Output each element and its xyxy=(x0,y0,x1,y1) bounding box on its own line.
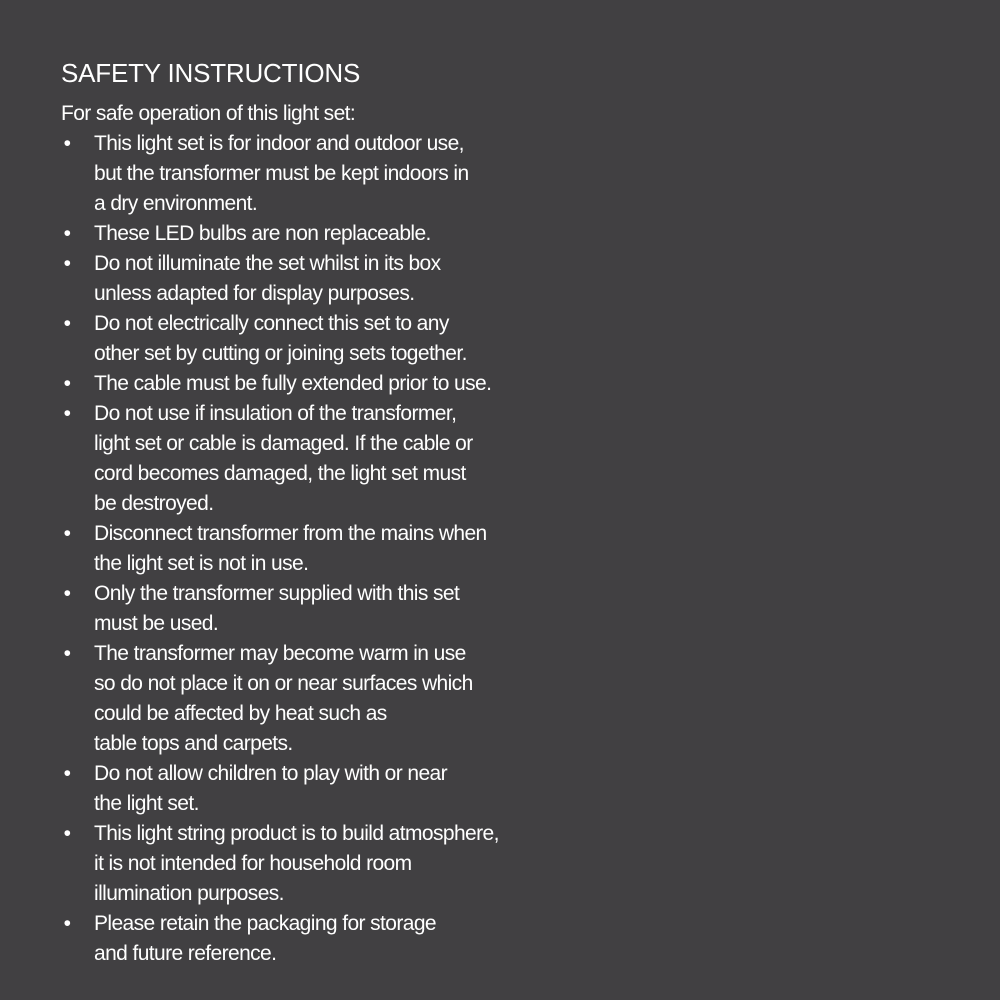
instruction-line: light set or cable is damaged. If the cable or xyxy=(94,432,473,455)
instruction-line: the light set is not in use. xyxy=(94,552,309,575)
instruction-line: Do not use if insulation of the transformer, xyxy=(94,402,457,425)
instruction-line: unless adapted for display purposes. xyxy=(94,282,415,305)
instruction-line: Do not illuminate the set whilst in its box xyxy=(94,252,441,275)
instruction-line: The cable must be fully extended prior to use. xyxy=(94,372,492,395)
list-item xyxy=(61,219,499,249)
instruction-line: This light set is for indoor and outdoor use, xyxy=(94,132,464,155)
bullet-icon: • xyxy=(63,762,71,785)
instruction-line: a dry environment. xyxy=(94,192,258,215)
bullet-icon: • xyxy=(63,132,71,155)
instruction-line: be destroyed. xyxy=(94,492,214,515)
list-item xyxy=(61,819,499,909)
instruction-line: and future reference. xyxy=(94,942,277,965)
list-item xyxy=(61,369,499,399)
list-item xyxy=(61,129,499,219)
instruction-line: Disconnect transformer from the mains when xyxy=(94,522,487,545)
instruction-line: These LED bulbs are non replaceable. xyxy=(94,222,431,245)
bullet-icon: • xyxy=(63,582,71,605)
instruction-line: This light string product is to build atmosphere, xyxy=(94,822,499,845)
bullet-icon: • xyxy=(63,402,71,425)
instruction-line: illumination purposes. xyxy=(94,882,284,905)
list-item xyxy=(61,579,499,639)
instruction-line: so do not place it on or near surfaces which xyxy=(94,672,473,695)
instruction-line: Please retain the packaging for storage xyxy=(94,912,436,935)
instruction-line: must be used. xyxy=(94,612,219,635)
intro-text: For safe operation of this light set: xyxy=(61,102,356,125)
instruction-line: it is not intended for household room xyxy=(94,852,412,875)
instruction-line: cord becomes damaged, the light set must xyxy=(94,462,466,485)
bullet-icon: • xyxy=(63,222,71,245)
list-item xyxy=(61,639,499,759)
instruction-line: Do not allow children to play with or near xyxy=(94,762,447,785)
instruction-line: Do not electrically connect this set to any xyxy=(94,312,449,335)
instruction-line: but the transformer must be kept indoors in xyxy=(94,162,469,185)
bullet-icon: • xyxy=(63,522,71,545)
bullet-icon: • xyxy=(63,642,71,665)
page-title: SAFETY INSTRUCTIONS xyxy=(61,58,361,88)
instruction-line: Only the transformer supplied with this set xyxy=(94,582,460,605)
instruction-line: could be affected by heat such as xyxy=(94,702,387,725)
list-item xyxy=(61,909,499,969)
bullet-icon: • xyxy=(63,252,71,275)
bullet-icon: • xyxy=(63,912,71,935)
instruction-line: other set by cutting or joining sets together. xyxy=(94,342,467,365)
instruction-line: table tops and carpets. xyxy=(94,732,293,755)
bullet-icon: • xyxy=(63,312,71,335)
bullet-icon: • xyxy=(63,822,71,845)
list-item xyxy=(61,759,499,819)
safety-instructions-list xyxy=(61,129,499,969)
instruction-line: the light set. xyxy=(94,792,199,815)
list-item xyxy=(61,309,499,369)
list-item xyxy=(61,519,499,579)
bullet-icon: • xyxy=(63,372,71,395)
list-item xyxy=(61,249,499,309)
list-item xyxy=(61,399,499,519)
instruction-line: The transformer may become warm in use xyxy=(94,642,466,665)
